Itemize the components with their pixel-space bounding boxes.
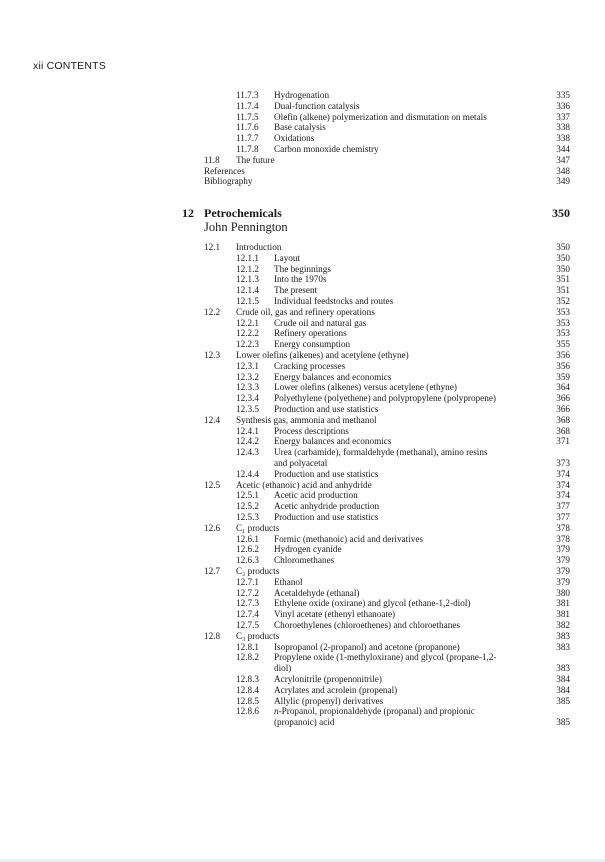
toc-entry-number: 12.8.2 bbox=[236, 652, 259, 663]
toc-entry-number: 12.8.3 bbox=[236, 674, 259, 684]
toc-entry[interactable] bbox=[0, 404, 605, 415]
toc-entry[interactable] bbox=[0, 663, 605, 674]
toc-entry-title: diol) bbox=[274, 663, 292, 674]
toc-entry-number: 12.8.1 bbox=[236, 641, 259, 652]
toc-entry-page: 374 bbox=[556, 490, 570, 501]
toc-entry-number: 12.6 bbox=[204, 522, 221, 533]
toc-entry[interactable] bbox=[0, 350, 605, 361]
toc-entry[interactable] bbox=[0, 296, 605, 307]
toc-entry-title: Carbon monoxide chemistry bbox=[274, 144, 379, 154]
toc-entry[interactable] bbox=[0, 90, 605, 101]
toc-entry-number: 12.8.5 bbox=[236, 695, 259, 706]
toc-entry-page: 383 bbox=[556, 630, 570, 641]
toc-entry-title: C₂ products bbox=[236, 566, 280, 576]
toc-entry-number: 12.8.4 bbox=[236, 684, 259, 695]
toc-entry-page: 381 bbox=[556, 609, 570, 620]
toc-entry[interactable] bbox=[0, 264, 605, 275]
toc-entry-number: 12.7.4 bbox=[236, 609, 259, 620]
toc-entry[interactable] bbox=[0, 155, 605, 166]
toc-entry-number: 12.1.3 bbox=[236, 274, 259, 285]
toc-entry[interactable] bbox=[0, 674, 605, 685]
toc-entry[interactable] bbox=[0, 166, 605, 177]
toc-entry-number: 12.8 bbox=[204, 630, 221, 641]
toc-entry-number: 12.7 bbox=[204, 566, 221, 576]
toc-entry-title: Lower olefins (alkenes) and acetylene (ethyne) bbox=[236, 350, 409, 360]
toc-entry-page: 379 bbox=[556, 576, 570, 587]
toc-entry-page: 380 bbox=[556, 587, 570, 598]
toc-entry[interactable] bbox=[0, 523, 605, 534]
toc-entry-title: Energy balances and economics bbox=[274, 436, 392, 447]
toc-entry-title: Production and use statistics bbox=[274, 468, 379, 479]
toc-entry-page: 366 bbox=[556, 393, 570, 404]
toc-entry-number: 12.7.3 bbox=[236, 598, 259, 609]
toc-entry-number: 11.7.4 bbox=[236, 100, 259, 111]
toc-entry-number: 12.2.3 bbox=[236, 339, 259, 350]
toc-entry-page: 353 bbox=[556, 317, 570, 328]
toc-entry[interactable] bbox=[0, 598, 605, 609]
toc-entry-page: 338 bbox=[556, 133, 570, 144]
toc-entry-number: 12.3 bbox=[204, 350, 221, 360]
toc-entry-page: 377 bbox=[556, 512, 570, 522]
toc-entry[interactable] bbox=[0, 372, 605, 383]
toc-entry-title: Allylic (propenyl) derivatives bbox=[274, 695, 384, 706]
toc-entry-page: 368 bbox=[556, 414, 570, 425]
toc-entry-title: Individual feedstocks and routes bbox=[274, 296, 394, 306]
toc-entry[interactable] bbox=[0, 176, 605, 187]
toc-entry-page: 379 bbox=[556, 566, 570, 576]
toc-entry-page: 378 bbox=[556, 533, 570, 544]
toc-entry-number: 12.3.3 bbox=[236, 382, 259, 393]
toc-entry-page: 366 bbox=[556, 404, 570, 414]
toc-entry-title: Bibliography bbox=[204, 176, 253, 187]
toc-entry-title: n-Propanol, propionaldehyde (propanal) and propionic bbox=[274, 706, 475, 717]
toc-entry-title: Introduction bbox=[236, 242, 282, 252]
chapter-author: John Pennington bbox=[204, 220, 288, 234]
toc-entry[interactable] bbox=[0, 133, 605, 144]
toc-entry-number: 12.2.1 bbox=[236, 317, 259, 328]
toc-entry-title: Lower olefins (alkenes) versus acetylene (ethyne) bbox=[274, 382, 457, 393]
toc-entry[interactable] bbox=[0, 588, 605, 599]
toc-entry-number: 12.6.3 bbox=[236, 555, 259, 566]
toc-entry[interactable] bbox=[0, 101, 605, 112]
toc-entry-number: 12.7.5 bbox=[236, 620, 259, 630]
toc-entry[interactable] bbox=[0, 253, 605, 264]
toc-entry[interactable] bbox=[0, 426, 605, 437]
toc-entry-number: 12.4.4 bbox=[236, 468, 259, 479]
toc-entry-number: 12.5.2 bbox=[236, 501, 259, 512]
toc-entry-page: 359 bbox=[556, 371, 570, 382]
toc-entry[interactable] bbox=[0, 328, 605, 339]
toc-entry-title: Olefin (alkene) polymerization and dismutation on metals bbox=[274, 111, 487, 122]
toc-entry-page: 374 bbox=[556, 479, 570, 490]
toc-entry-number: 12.6.2 bbox=[236, 544, 259, 555]
toc-entry-title: Acetic acid production bbox=[274, 490, 358, 501]
toc-entry-title: Propylene oxide (1-methyloxirane) and glycol (propane-1,2- bbox=[274, 652, 497, 663]
toc-entry-page: 344 bbox=[556, 144, 570, 154]
toc-entry-title: C₁ products bbox=[236, 522, 280, 533]
toc-entry-title: Layout bbox=[274, 252, 301, 263]
toc-entry-title: The present bbox=[274, 285, 318, 296]
toc-entry[interactable] bbox=[0, 144, 605, 155]
toc-entry[interactable] bbox=[0, 415, 605, 426]
toc-entry-page: 338 bbox=[556, 122, 570, 133]
toc-entry-number: 11.7.6 bbox=[236, 122, 259, 133]
toc-entry-page: 374 bbox=[556, 468, 570, 479]
toc-entry-number: 12.1.4 bbox=[236, 285, 259, 296]
toc-entry-page: 337 bbox=[556, 111, 570, 122]
toc-entry-number: 12.6.1 bbox=[236, 533, 259, 544]
toc-entry-number: 12.5.1 bbox=[236, 490, 259, 501]
toc-entry[interactable] bbox=[0, 685, 605, 696]
toc-entry-number: 12.5.3 bbox=[236, 512, 259, 522]
toc-entry-title: Chloromethanes bbox=[274, 555, 335, 566]
toc-entry-page: 351 bbox=[556, 274, 570, 285]
toc-entry-number: 12.7.1 bbox=[236, 576, 259, 587]
toc-entry-page: 383 bbox=[556, 641, 570, 652]
toc-entry[interactable] bbox=[0, 480, 605, 491]
toc-entry-title: Dual-function catalysis bbox=[274, 100, 360, 111]
toc-entry-page: 348 bbox=[556, 165, 570, 176]
toc-entry-page: 382 bbox=[556, 620, 570, 630]
toc-entry[interactable] bbox=[0, 696, 605, 707]
toc-entry[interactable] bbox=[0, 555, 605, 566]
toc-entry-page: 353 bbox=[556, 328, 570, 339]
toc-entry-page: 373 bbox=[556, 458, 570, 468]
toc-entry-title: The beginnings bbox=[274, 263, 331, 274]
toc-entry-page: 385 bbox=[556, 717, 570, 728]
toc-entry-number: 12.7.2 bbox=[236, 587, 259, 598]
toc-entry-page: 378 bbox=[556, 522, 570, 533]
toc-entry[interactable] bbox=[0, 458, 605, 469]
toc-entry-title: and polyacetal bbox=[274, 458, 328, 468]
toc-entry-title: Polyethylene (polyethene) and polypropylene (polypropene) bbox=[274, 393, 496, 404]
toc-entry-number: 11.7.5 bbox=[236, 111, 259, 122]
toc-entry-title: Hydrogen cyanide bbox=[274, 544, 342, 555]
chapter-number: 12 bbox=[182, 206, 194, 220]
toc-entry-page: 371 bbox=[556, 436, 570, 447]
toc-entry-title: Acetaldehyde (ethanal) bbox=[274, 587, 360, 598]
toc-entry-number: 12.3.5 bbox=[236, 404, 259, 414]
toc-entry[interactable] bbox=[0, 285, 605, 296]
toc-entry[interactable] bbox=[0, 436, 605, 447]
toc-entry-page: 347 bbox=[556, 154, 570, 165]
toc-entry-number: 12.1.5 bbox=[236, 296, 259, 306]
toc-entry-title: Synthesis gas, ammonia and methanol bbox=[236, 414, 377, 425]
toc-entry-page: 377 bbox=[556, 501, 570, 512]
toc-entry-page: 383 bbox=[556, 663, 570, 674]
chapter-page-number: 350 bbox=[552, 206, 570, 220]
toc-entry-title: Acetic anhydride production bbox=[274, 501, 380, 512]
running-head: xii CONTENTS bbox=[33, 60, 106, 72]
toc-entry-number: 12.2.2 bbox=[236, 328, 259, 339]
toc-entry-number: 11.8 bbox=[204, 154, 220, 165]
toc-entry[interactable] bbox=[0, 447, 605, 458]
toc-entry-number: 12.4.2 bbox=[236, 436, 259, 447]
toc-entry-title: Cracking processes bbox=[274, 360, 346, 371]
toc-entry[interactable] bbox=[0, 534, 605, 545]
toc-entry-page: 379 bbox=[556, 555, 570, 566]
toc-entry-title: References bbox=[204, 165, 245, 176]
toc-entry-page: 349 bbox=[556, 176, 570, 187]
toc-entry[interactable] bbox=[0, 122, 605, 133]
toc-entry-title: Ethanol bbox=[274, 576, 303, 587]
toc-entry[interactable] bbox=[0, 469, 605, 480]
toc-entry-page: 335 bbox=[556, 90, 570, 100]
toc-entry-page: 355 bbox=[556, 339, 570, 350]
toc-entry-title: Energy consumption bbox=[274, 339, 351, 350]
toc-entry[interactable] bbox=[0, 318, 605, 329]
toc-entry-number: 12.4.1 bbox=[236, 425, 259, 436]
toc-entry-number: 12.3.4 bbox=[236, 393, 259, 404]
toc-entry-page: 384 bbox=[556, 684, 570, 695]
toc-entry-page: 356 bbox=[556, 350, 570, 360]
toc-entry-title: Production and use statistics bbox=[274, 512, 379, 522]
toc-entry-page: 384 bbox=[556, 674, 570, 684]
toc-entry-number: 12.3.1 bbox=[236, 360, 259, 371]
toc-entry[interactable] bbox=[0, 274, 605, 285]
toc-entry-page: 352 bbox=[556, 296, 570, 306]
toc-entry-page: 385 bbox=[556, 695, 570, 706]
toc-entry[interactable] bbox=[0, 490, 605, 501]
toc-entry-title: Acrylates and acrolein (propenal) bbox=[274, 684, 398, 695]
toc-entry[interactable] bbox=[0, 652, 605, 663]
toc-entry-title: Oxidations bbox=[274, 133, 315, 144]
toc-entry-number: 12.3.2 bbox=[236, 371, 259, 382]
toc-entry[interactable] bbox=[0, 393, 605, 404]
toc-entry-title: Urea (carbamide), formaldehyde (methanal), amino resins bbox=[274, 447, 488, 458]
toc-entry-title: Isopropanol (2-propanol) and acetone (propanone) bbox=[274, 641, 460, 652]
toc-entry[interactable] bbox=[0, 512, 605, 523]
toc-entry-title: Crude oil and natural gas bbox=[274, 317, 367, 328]
toc-entry[interactable] bbox=[0, 501, 605, 512]
toc-entry[interactable] bbox=[0, 242, 605, 253]
toc-entry[interactable] bbox=[0, 577, 605, 588]
toc-entry-title: Into the 1970s bbox=[274, 274, 327, 285]
toc-entry-number: 12.4 bbox=[204, 414, 221, 425]
toc-entry[interactable] bbox=[0, 566, 605, 577]
toc-entry-title: Acetic (ethanoic) acid and anhydride bbox=[236, 479, 372, 490]
toc-entry-title: (propanoic) acid bbox=[274, 717, 335, 728]
toc-entry-title: Energy balances and economics bbox=[274, 371, 392, 382]
toc-entry-title: Ethylene oxide (oxirane) and glycol (ethane-1,2-diol) bbox=[274, 598, 471, 609]
toc-entry-number: 12.4.3 bbox=[236, 447, 259, 458]
toc-entry-page: 336 bbox=[556, 100, 570, 111]
toc-entry[interactable] bbox=[0, 620, 605, 631]
toc-entry-title: Process descriptions bbox=[274, 425, 349, 436]
toc-entry[interactable] bbox=[0, 642, 605, 653]
toc-entry-title: Choroethylenes (chloroethenes) and chloroethanes bbox=[274, 620, 460, 630]
toc-entry-title: Crude oil, gas and refinery operations bbox=[236, 306, 375, 317]
toc-entry-page: 379 bbox=[556, 544, 570, 555]
toc-entry-title: Hydrogenation bbox=[274, 90, 330, 100]
toc-entry-title: Acrylonitrile (propenonitrile) bbox=[274, 674, 382, 684]
toc-entry[interactable] bbox=[0, 307, 605, 318]
toc-entry-number: 12.1 bbox=[204, 242, 221, 252]
toc-entry-title: Vinyl acetate (ethenyl ethanoate) bbox=[274, 609, 396, 620]
toc-entry-title: Formic (methanoic) acid and derivatives bbox=[274, 533, 423, 544]
toc-entry-number: 12.8.6 bbox=[236, 706, 259, 717]
toc-entry[interactable] bbox=[0, 631, 605, 642]
toc-entry-title: Production and use statistics bbox=[274, 404, 379, 414]
chapter-title: Petrochemicals bbox=[204, 206, 282, 220]
toc-entry-number: 12.1.2 bbox=[236, 263, 259, 274]
toc-entry-page: 356 bbox=[556, 360, 570, 371]
toc-entry-number: 11.7.3 bbox=[236, 90, 259, 100]
toc-entry[interactable] bbox=[0, 706, 605, 717]
toc-entry-number: 12.1.1 bbox=[236, 252, 259, 263]
toc-entry[interactable] bbox=[0, 112, 605, 123]
toc-entry-page: 350 bbox=[556, 263, 570, 274]
toc-entry-page: 350 bbox=[556, 242, 570, 252]
toc-entry-page: 350 bbox=[556, 252, 570, 263]
toc-entry-title: Base catalysis bbox=[274, 122, 326, 133]
toc-entry[interactable] bbox=[0, 339, 605, 350]
toc-entry[interactable] bbox=[0, 717, 605, 728]
toc-entry[interactable] bbox=[0, 544, 605, 555]
toc-entry-title: C₃ products bbox=[236, 630, 280, 641]
toc-entry-page: 364 bbox=[556, 382, 570, 393]
toc-entry[interactable] bbox=[0, 609, 605, 620]
toc-entry[interactable] bbox=[0, 361, 605, 372]
toc-entry-page: 381 bbox=[556, 598, 570, 609]
toc-entry-title: The future bbox=[236, 154, 275, 165]
toc-entry-number: 11.7.7 bbox=[236, 133, 259, 144]
toc-entry-title: Refinery operations bbox=[274, 328, 347, 339]
toc-entry-number: 12.5 bbox=[204, 479, 221, 490]
toc-entry-page: 351 bbox=[556, 285, 570, 296]
toc-entry[interactable] bbox=[0, 382, 605, 393]
toc-entry-number: 11.7.8 bbox=[236, 144, 259, 154]
toc-entry-page: 353 bbox=[556, 306, 570, 317]
toc-entry-number: 12.2 bbox=[204, 306, 221, 317]
toc-entry-page: 368 bbox=[556, 425, 570, 436]
